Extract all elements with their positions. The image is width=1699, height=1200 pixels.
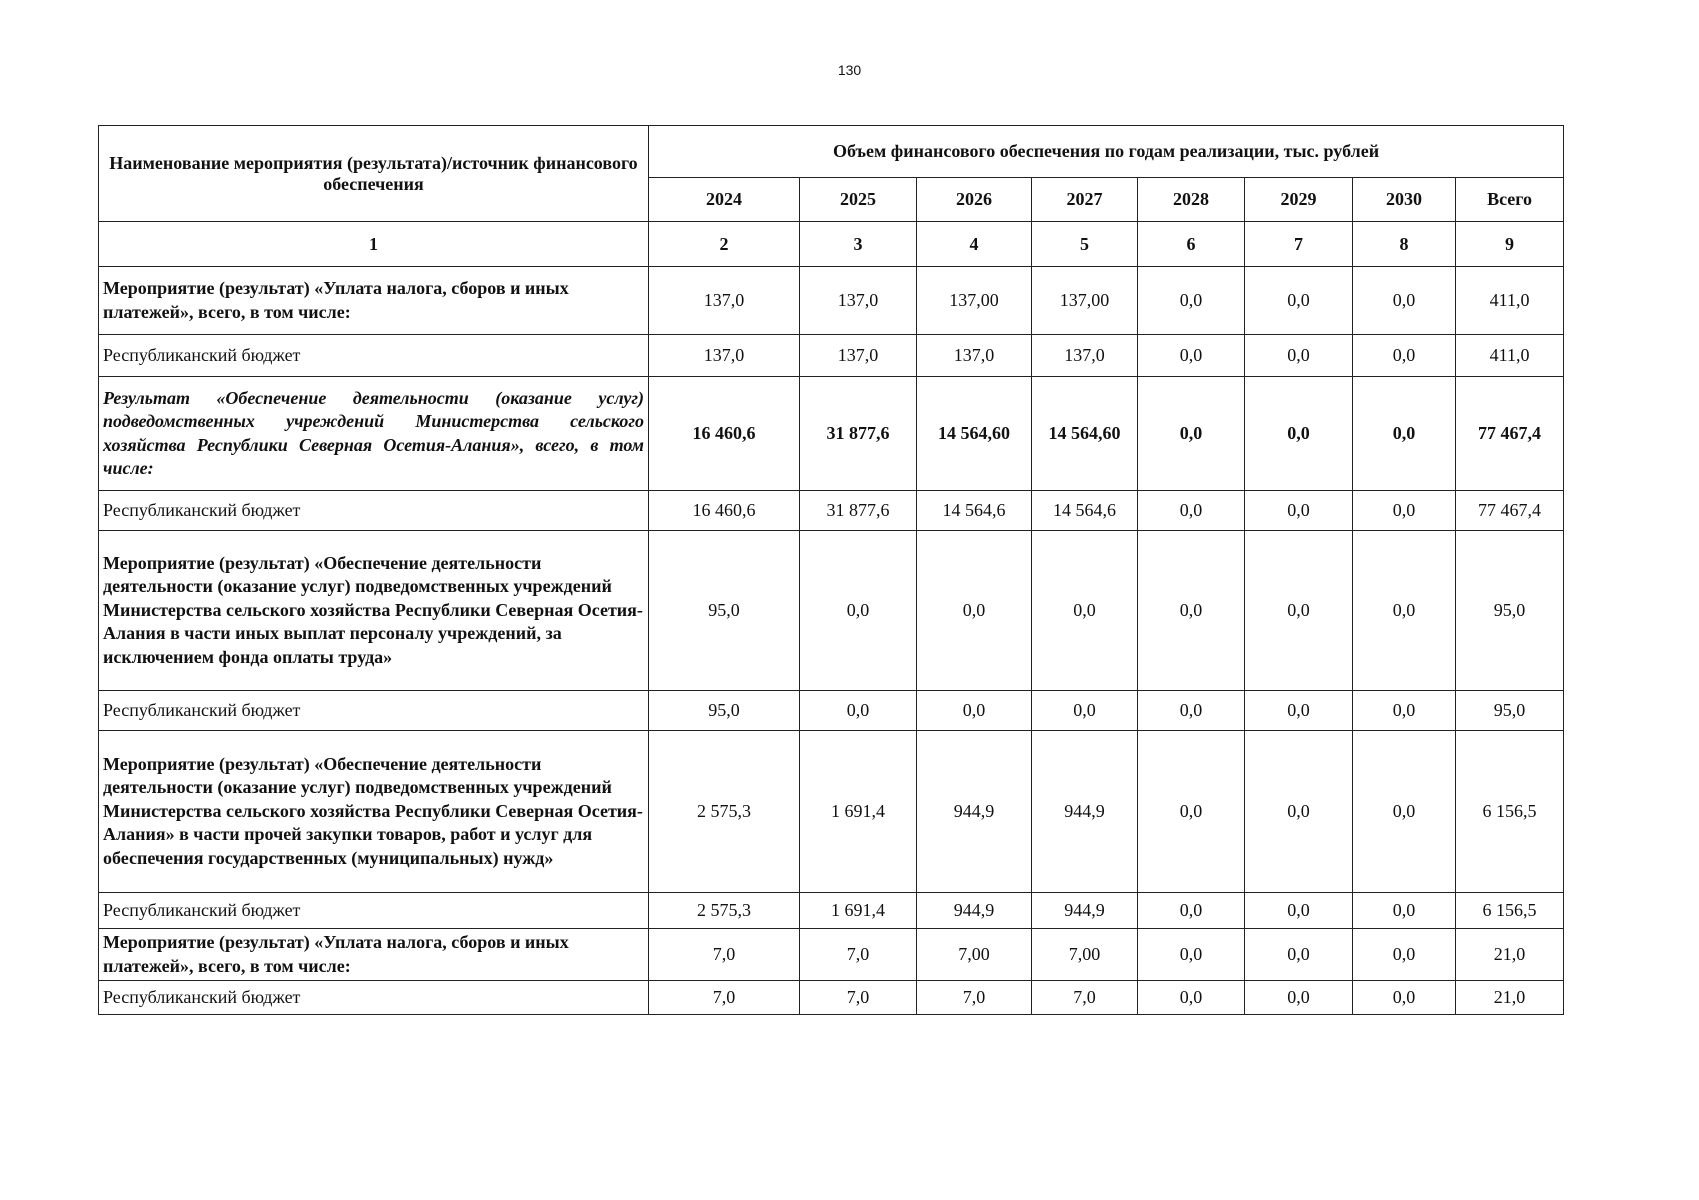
table-row bbox=[99, 377, 1564, 491]
col-number: 3 bbox=[800, 222, 917, 267]
cell-value: 14 564,60 bbox=[1032, 377, 1138, 491]
row-name: Республиканский бюджет bbox=[99, 981, 649, 1015]
cell-value: 7,0 bbox=[800, 981, 917, 1015]
cell-value: 0,0 bbox=[800, 531, 917, 691]
cell-value: 0,0 bbox=[1245, 731, 1353, 893]
header-row-title bbox=[99, 126, 1564, 178]
cell-value: 0,0 bbox=[1138, 531, 1245, 691]
header-volume-title: Объем финансового обеспечения по годам реализации, тыс. рублей bbox=[649, 126, 1564, 178]
cell-value: 7,0 bbox=[800, 929, 917, 981]
cell-value: 95,0 bbox=[649, 531, 800, 691]
header-year: 2027 bbox=[1032, 178, 1138, 222]
cell-value: 944,9 bbox=[1032, 731, 1138, 893]
cell-value: 137,0 bbox=[800, 335, 917, 377]
row-name: Мероприятие (результат) «Уплата налога, сборов и иных платежей», всего, в том числе: bbox=[99, 929, 649, 981]
page-number: 130 bbox=[837, 62, 862, 78]
cell-value: 411,0 bbox=[1456, 335, 1564, 377]
col-number: 5 bbox=[1032, 222, 1138, 267]
cell-value: 7,00 bbox=[1032, 929, 1138, 981]
cell-value: 6 156,5 bbox=[1456, 893, 1564, 929]
cell-value: 95,0 bbox=[1456, 691, 1564, 731]
cell-value: 0,0 bbox=[1138, 335, 1245, 377]
cell-value: 0,0 bbox=[1032, 691, 1138, 731]
cell-value: 0,0 bbox=[1138, 267, 1245, 335]
table-row bbox=[99, 491, 1564, 531]
table-row bbox=[99, 929, 1564, 981]
row-name: Мероприятие (результат) «Обеспечение деятельности деятельности (оказание услуг) подведомственных учреждений Министерства сельского хозяйства Республики Северная Осетия-Алания в части иных выплат персоналу учреждений, за исключением фонда оплаты труда» bbox=[99, 531, 649, 691]
cell-value: 21,0 bbox=[1456, 981, 1564, 1015]
cell-value: 31 877,6 bbox=[800, 491, 917, 531]
cell-value: 0,0 bbox=[1032, 531, 1138, 691]
cell-value: 0,0 bbox=[1245, 377, 1353, 491]
cell-value: 0,0 bbox=[1353, 893, 1456, 929]
cell-value: 0,0 bbox=[1245, 335, 1353, 377]
cell-value: 95,0 bbox=[1456, 531, 1564, 691]
col-number: 4 bbox=[917, 222, 1032, 267]
cell-value: 0,0 bbox=[1245, 929, 1353, 981]
col-number: 7 bbox=[1245, 222, 1353, 267]
cell-value: 137,0 bbox=[1032, 335, 1138, 377]
header-year: 2028 bbox=[1138, 178, 1245, 222]
cell-value: 411,0 bbox=[1456, 267, 1564, 335]
cell-value: 137,00 bbox=[917, 267, 1032, 335]
row-name: Результат «Обеспечение деятельности (оказание услуг) подведомственных учреждений Министерства сельского хозяйства Республики Северная Осетия-Алания», всего, в том числе: bbox=[99, 377, 649, 491]
table-row bbox=[99, 531, 1564, 691]
row-name: Республиканский бюджет bbox=[99, 691, 649, 731]
header-total: Всего bbox=[1456, 178, 1564, 222]
cell-value: 0,0 bbox=[917, 531, 1032, 691]
cell-value: 77 467,4 bbox=[1456, 491, 1564, 531]
cell-value: 16 460,6 bbox=[649, 491, 800, 531]
cell-value: 137,0 bbox=[649, 267, 800, 335]
cell-value: 0,0 bbox=[1138, 491, 1245, 531]
cell-value: 2 575,3 bbox=[649, 731, 800, 893]
cell-value: 0,0 bbox=[1353, 731, 1456, 893]
header-name-column: Наименование мероприятия (результата)/источник финансового обеспечения bbox=[99, 126, 649, 222]
cell-value: 0,0 bbox=[1138, 377, 1245, 491]
cell-value: 7,0 bbox=[1032, 981, 1138, 1015]
cell-value: 95,0 bbox=[649, 691, 800, 731]
row-name: Республиканский бюджет bbox=[99, 335, 649, 377]
header-year: 2026 bbox=[917, 178, 1032, 222]
cell-value: 944,9 bbox=[1032, 893, 1138, 929]
cell-value: 0,0 bbox=[1138, 731, 1245, 893]
cell-value: 31 877,6 bbox=[800, 377, 917, 491]
cell-value: 0,0 bbox=[917, 691, 1032, 731]
cell-value: 0,0 bbox=[1353, 377, 1456, 491]
cell-value: 944,9 bbox=[917, 731, 1032, 893]
table-row bbox=[99, 893, 1564, 929]
cell-value: 21,0 bbox=[1456, 929, 1564, 981]
financing-table bbox=[98, 125, 1564, 1015]
cell-value: 0,0 bbox=[1353, 335, 1456, 377]
row-name: Республиканский бюджет bbox=[99, 491, 649, 531]
cell-value: 7,00 bbox=[917, 929, 1032, 981]
col-number: 2 bbox=[649, 222, 800, 267]
header-year: 2030 bbox=[1353, 178, 1456, 222]
table-row bbox=[99, 335, 1564, 377]
cell-value: 0,0 bbox=[800, 691, 917, 731]
table-row bbox=[99, 981, 1564, 1015]
cell-value: 14 564,60 bbox=[917, 377, 1032, 491]
cell-value: 7,0 bbox=[649, 981, 800, 1015]
col-number: 9 bbox=[1456, 222, 1564, 267]
cell-value: 137,0 bbox=[649, 335, 800, 377]
cell-value: 0,0 bbox=[1245, 491, 1353, 531]
cell-value: 0,0 bbox=[1353, 691, 1456, 731]
cell-value: 0,0 bbox=[1138, 929, 1245, 981]
cell-value: 2 575,3 bbox=[649, 893, 800, 929]
cell-value: 0,0 bbox=[1353, 491, 1456, 531]
table-row bbox=[99, 267, 1564, 335]
cell-value: 0,0 bbox=[1353, 267, 1456, 335]
cell-value: 1 691,4 bbox=[800, 893, 917, 929]
col-number: 8 bbox=[1353, 222, 1456, 267]
cell-value: 0,0 bbox=[1245, 531, 1353, 691]
cell-value: 137,0 bbox=[917, 335, 1032, 377]
header-year: 2025 bbox=[800, 178, 917, 222]
row-name: Мероприятие (результат) «Обеспечение деятельности деятельности (оказание услуг) подведомственных учреждений Министерства сельского хозяйства Республики Северная Осетия-Алания» в части прочей закупки товаров, работ и услуг для обеспечения государственных (муниципальных) нужд» bbox=[99, 731, 649, 893]
col-number: 1 bbox=[99, 222, 649, 267]
cell-value: 77 467,4 bbox=[1456, 377, 1564, 491]
cell-value: 7,0 bbox=[917, 981, 1032, 1015]
cell-value: 0,0 bbox=[1245, 691, 1353, 731]
row-name: Республиканский бюджет bbox=[99, 893, 649, 929]
cell-value: 137,00 bbox=[1032, 267, 1138, 335]
cell-value: 14 564,6 bbox=[917, 491, 1032, 531]
col-number: 6 bbox=[1138, 222, 1245, 267]
cell-value: 0,0 bbox=[1353, 929, 1456, 981]
cell-value: 137,0 bbox=[800, 267, 917, 335]
cell-value: 16 460,6 bbox=[649, 377, 800, 491]
cell-value: 0,0 bbox=[1353, 981, 1456, 1015]
cell-value: 7,0 bbox=[649, 929, 800, 981]
cell-value: 0,0 bbox=[1245, 981, 1353, 1015]
cell-value: 0,0 bbox=[1245, 267, 1353, 335]
cell-value: 6 156,5 bbox=[1456, 731, 1564, 893]
cell-value: 0,0 bbox=[1138, 893, 1245, 929]
cell-value: 0,0 bbox=[1245, 893, 1353, 929]
cell-value: 1 691,4 bbox=[800, 731, 917, 893]
cell-value: 0,0 bbox=[1138, 691, 1245, 731]
row-name: Мероприятие (результат) «Уплата налога, сборов и иных платежей», всего, в том числе: bbox=[99, 267, 649, 335]
header-year: 2024 bbox=[649, 178, 800, 222]
cell-value: 0,0 bbox=[1138, 981, 1245, 1015]
cell-value: 944,9 bbox=[917, 893, 1032, 929]
table-row bbox=[99, 691, 1564, 731]
header-year: 2029 bbox=[1245, 178, 1353, 222]
cell-value: 14 564,6 bbox=[1032, 491, 1138, 531]
table-row bbox=[99, 731, 1564, 893]
header-row-col-numbers bbox=[99, 222, 1564, 267]
cell-value: 0,0 bbox=[1353, 531, 1456, 691]
